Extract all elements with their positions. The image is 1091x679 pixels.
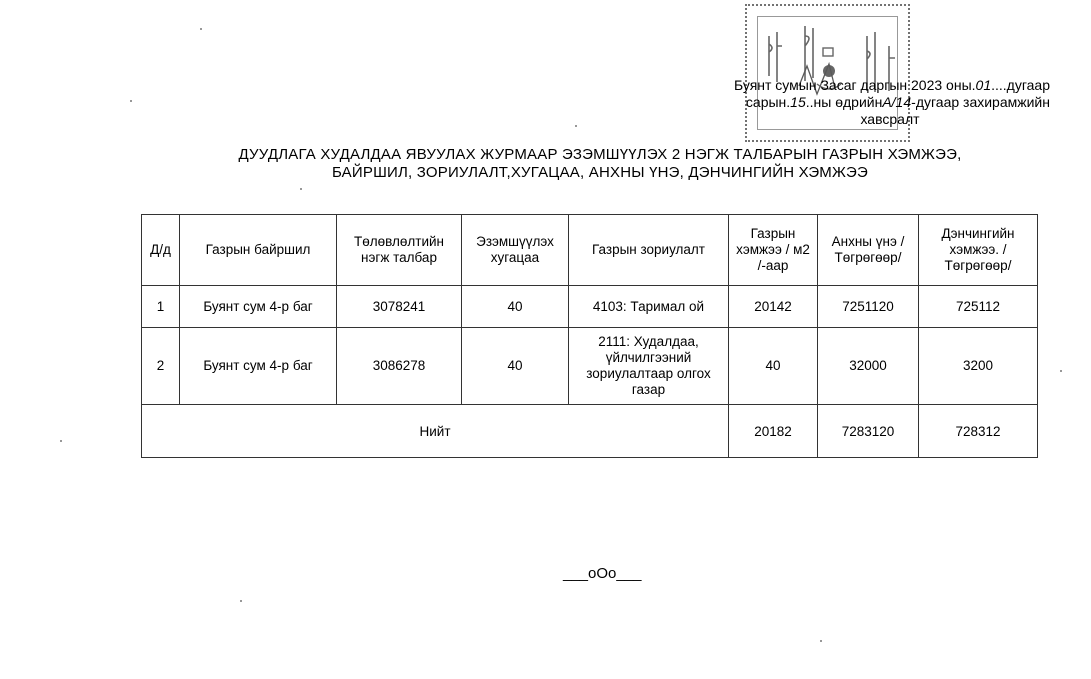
- row-area: 20142: [729, 286, 818, 328]
- header-deposit: Дэнчингийн хэмжээ. /Төгрөгөөр/: [919, 215, 1038, 286]
- title-line-2: БАЙРШИЛ, ЗОРИУЛАЛТ,ХУГАЦАА, АНХНЫ ҮНЭ, ДЭНЧИНГИЙН ХЭМЖЭЭ: [331, 164, 869, 181]
- header-parcel: Төлөвлөлтийн нэгж талбар: [337, 215, 462, 286]
- annex-line-3: хавсралт: [860, 111, 920, 127]
- total-label: Нийт: [142, 405, 729, 458]
- annex-handwritten-number-2: 15: [790, 94, 806, 110]
- annex-line-1-text: Буянт сумын Засаг даргын 2023 оны.: [733, 77, 976, 93]
- row-location: Буянт сум 4-р баг: [180, 286, 337, 328]
- scan-speck: [820, 640, 822, 642]
- row-parcel: 3078241: [337, 286, 462, 328]
- row-price: 32000: [818, 328, 919, 405]
- annex-line-1: Буянт сумын Засаг даргын 2023 оны.01....дугаар: [733, 77, 1050, 93]
- header-price: Анхны үнэ /Төгрөгөөр/: [818, 215, 919, 286]
- table-header-row: [142, 215, 1038, 286]
- row-parcel: 3086278: [337, 328, 462, 405]
- row-no: 1: [142, 286, 180, 328]
- row-deposit: 725112: [919, 286, 1038, 328]
- annex-handwritten-number-3: А/14: [882, 94, 912, 110]
- row-no: 2: [142, 328, 180, 405]
- scan-speck: [1060, 370, 1062, 372]
- annex-line-2: сарын.15..ны өдрийнА/14-дугаар захирамжийн: [745, 94, 1050, 110]
- scan-speck: [300, 188, 302, 190]
- row-term: 40: [462, 328, 569, 405]
- annex-line-2-a: сарын.: [745, 94, 791, 110]
- annex-line-2-c: дугаар захирамжийн: [915, 94, 1050, 110]
- header-no: Д/д: [142, 215, 180, 286]
- total-area: 20182: [729, 405, 818, 458]
- table-total-row: [142, 405, 1038, 458]
- title-line-1: ДУУДЛАГА ХУДАЛДАА ЯВУУЛАХ ЖУРМААР ЭЗЭМШҮҮЛЭХ 2 НЭГЖ ТАЛБАРЫН ГАЗРЫН ХЭМЖЭЭ,: [238, 146, 962, 163]
- scan-speck: [200, 28, 202, 30]
- scan-speck: [130, 100, 132, 102]
- table-row: [142, 328, 1038, 405]
- document-title: [150, 146, 1050, 182]
- land-auction-table: [141, 214, 1038, 458]
- scan-speck: [240, 600, 242, 602]
- scan-speck: [575, 125, 577, 127]
- scan-speck: [60, 440, 62, 442]
- header-area: Газрын хэмжээ / м2 /-аар: [729, 215, 818, 286]
- row-deposit: 3200: [919, 328, 1038, 405]
- annex-reference: [660, 77, 1050, 128]
- annex-handwritten-number-1: 01: [975, 77, 992, 93]
- row-purpose: 4103: Таримал ой: [569, 286, 729, 328]
- row-location: Буянт сум 4-р баг: [180, 328, 337, 405]
- total-deposit: 728312: [919, 405, 1038, 458]
- row-area: 40: [729, 328, 818, 405]
- row-price: 7251120: [818, 286, 919, 328]
- end-of-document-mark: ___oOo___: [563, 565, 642, 582]
- header-term: Эзэмшүүлэх хугацаа: [462, 215, 569, 286]
- row-term: 40: [462, 286, 569, 328]
- total-price: 7283120: [818, 405, 919, 458]
- header-location: Газрын байршил: [180, 215, 337, 286]
- table-row: [142, 286, 1038, 328]
- annex-line-1-end: дугаар: [1006, 77, 1050, 93]
- annex-line-2-b: ..ны өдрийн: [805, 94, 883, 110]
- row-purpose: 2111: Худалдаа, үйлчилгээний зориулалтаар олгох газар: [569, 328, 729, 405]
- header-purpose: Газрын зориулалт: [569, 215, 729, 286]
